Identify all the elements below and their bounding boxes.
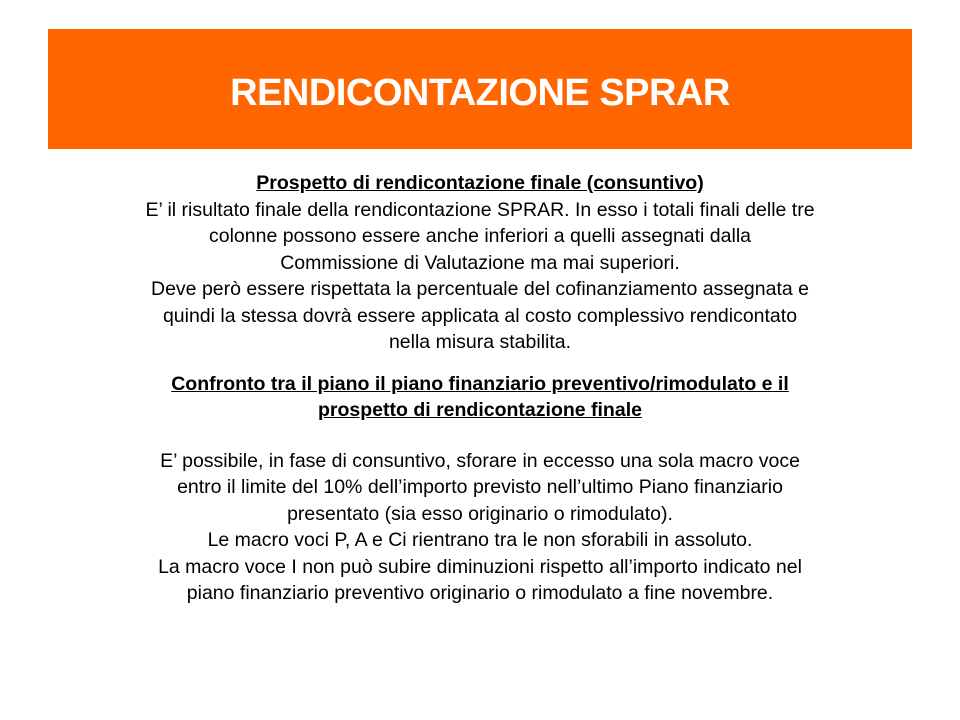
slide-body: [40, 170, 920, 607]
title-banner: [48, 29, 912, 149]
section2-paragraph-2: [40, 527, 920, 554]
text-line: Le macro voci P, A e Ci rientrano tra le non sforabili in assoluto.: [207, 529, 753, 551]
heading-line: Confronto tra il piano il piano finanziario preventivo/rimodulato e il: [171, 372, 789, 395]
text-line: Commissione di Valutazione ma mai superiori.: [280, 251, 680, 274]
section2-heading: [40, 371, 920, 424]
text-line: entro il limite del 10% dell’importo previsto nell’ultimo Piano finanziario: [177, 476, 783, 498]
spacer: [40, 424, 920, 448]
heading-line: prospetto di rendicontazione finale: [318, 399, 642, 421]
text-line: Deve però essere rispettata la percentuale del cofinanziamento assegnata e: [151, 278, 809, 300]
text-line: La macro voce I non può subire diminuzioni rispetto all’importo indicato nel: [158, 555, 802, 578]
text-line: E’ possibile, in fase di consuntivo, sforare in eccesso una sola macro voce: [160, 449, 800, 472]
text-line: E’ il risultato finale della rendicontazione SPRAR. In esso i totali finali delle tre: [145, 198, 815, 221]
text-line: quindi la stessa dovrà essere applicata al costo complessivo rendicontato: [162, 304, 798, 327]
text-line: nella misura stabilita.: [388, 331, 572, 353]
section1-heading: Prospetto di rendicontazione finale (consuntivo): [256, 172, 704, 194]
text-line: piano finanziario preventivo originario o rimodulato a fine novembre.: [186, 582, 774, 604]
section2-paragraph-1: [40, 448, 920, 528]
text-line: presentato (sia esso originario o rimodulato).: [287, 502, 673, 525]
section2-paragraph-3: [40, 554, 920, 607]
slide-title: RENDICONTAZIONE SPRAR: [230, 72, 730, 114]
text-line: colonne possono essere anche inferiori a quelli assegnati dalla: [208, 225, 752, 247]
section1-paragraph-2: [40, 276, 920, 356]
section1-paragraph-1: [40, 197, 920, 277]
